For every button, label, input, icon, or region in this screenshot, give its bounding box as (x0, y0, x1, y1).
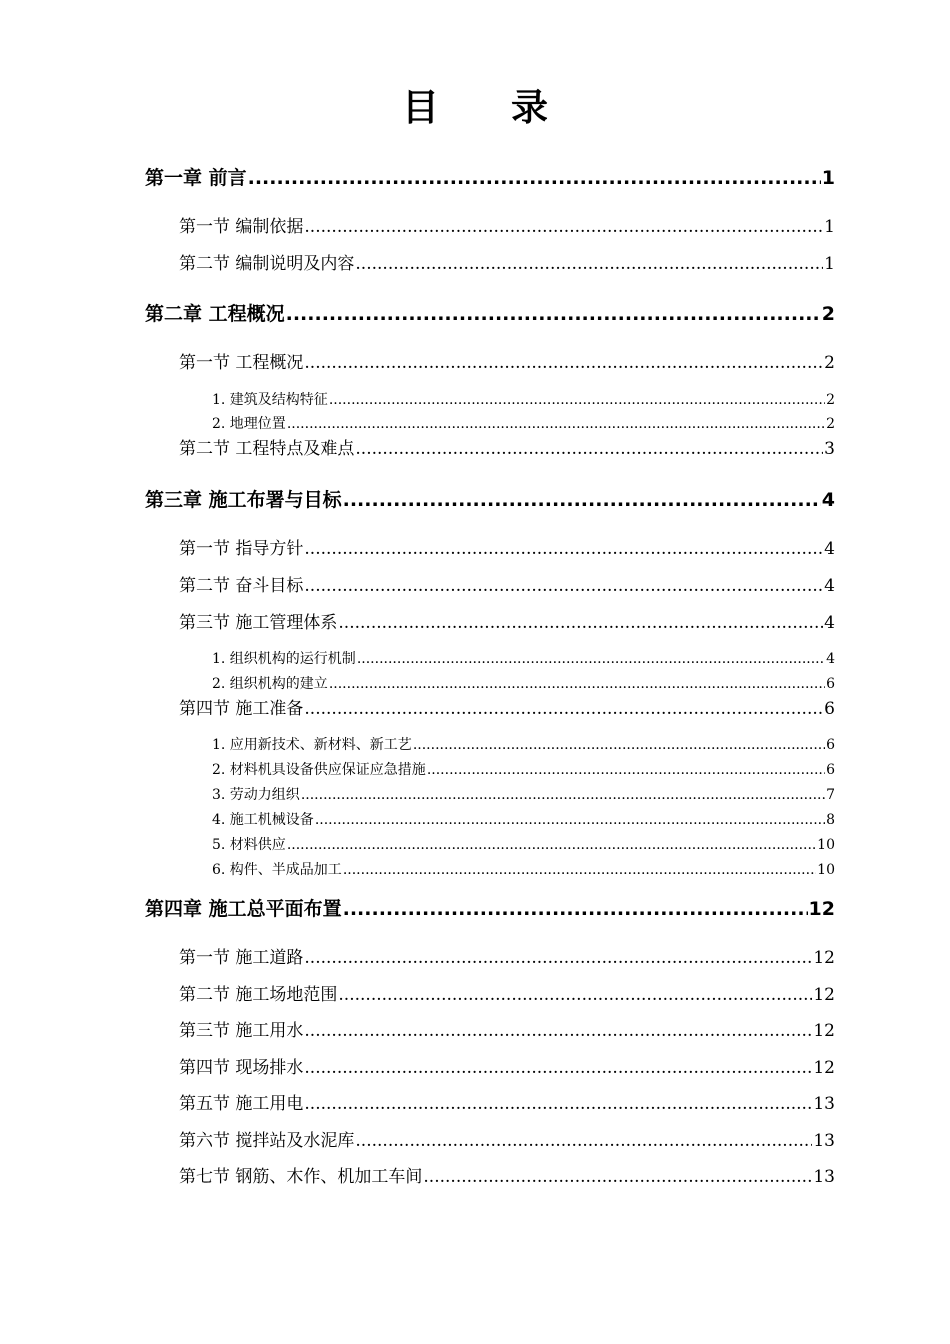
dot-leader (355, 1129, 812, 1153)
toc-entry-subsection[interactable] (212, 390, 835, 410)
toc-title (0, 84, 950, 132)
toc-entry-page: 8 (826, 812, 835, 828)
dot-leader (338, 611, 823, 635)
toc-entry-subsection[interactable] (212, 760, 835, 780)
toc-entry-label: 第三节 施工用水 (179, 1021, 304, 1041)
toc-entry-chapter-1[interactable] (145, 164, 835, 192)
dot-leader (357, 649, 825, 669)
dot-leader (343, 895, 808, 923)
toc-entry-section[interactable] (179, 983, 835, 1007)
dot-leader (248, 164, 821, 192)
toc-entry-label: 第一节 施工道路 (179, 948, 304, 968)
toc-entry-page: 4 (824, 539, 835, 559)
toc-entry-section[interactable] (179, 946, 835, 970)
toc-entry-page: 10 (817, 837, 835, 853)
toc-entry-page: 2 (821, 303, 835, 325)
toc-entry-label: 第二节 工程特点及难点 (179, 439, 355, 459)
toc-entry-label: 第一节 指导方针 (179, 539, 304, 559)
toc-entry-section[interactable] (179, 1056, 835, 1080)
toc-entry-label: 1. 建筑及结构特征 (212, 392, 328, 408)
toc-entry-page: 12 (813, 1058, 835, 1078)
toc-entry-page: 4 (824, 576, 835, 596)
toc-entry-section[interactable] (179, 611, 835, 635)
toc-entry-page: 2 (824, 353, 835, 373)
toc-entry-page: 7 (826, 787, 835, 803)
dot-leader (343, 860, 816, 880)
toc-entry-section[interactable] (179, 1165, 835, 1189)
toc-entry-page: 4 (821, 489, 835, 511)
toc-entry-subsection[interactable] (212, 860, 835, 880)
dot-leader (304, 1056, 812, 1080)
dot-leader (304, 697, 823, 721)
toc-entry-section[interactable] (179, 537, 835, 561)
toc-entry-page: 4 (824, 613, 835, 633)
dot-leader (304, 1092, 812, 1116)
toc-entry-label: 第四节 施工准备 (179, 699, 304, 719)
toc-entry-label: 6. 构件、半成品加工 (212, 862, 342, 878)
toc-entry-subsection[interactable] (212, 735, 835, 755)
toc-entry-page: 2 (826, 416, 835, 432)
toc-entry-page: 1 (824, 217, 835, 237)
dot-leader (343, 486, 821, 514)
toc-entry-label: 第二节 编制说明及内容 (179, 254, 355, 274)
toc-entry-section[interactable] (179, 574, 835, 598)
dot-leader (355, 252, 823, 276)
toc-entry-label: 第一节 编制依据 (179, 217, 304, 237)
toc-entry-page: 6 (826, 676, 835, 692)
toc-entry-label: 第四节 现场排水 (179, 1058, 304, 1078)
toc-entry-label: 1. 应用新技术、新材料、新工艺 (212, 737, 412, 753)
toc-entry-label: 2. 材料机具设备供应保证应急措施 (212, 762, 426, 778)
toc-entry-page: 12 (813, 985, 835, 1005)
toc-entry-page: 6 (824, 699, 835, 719)
toc-entry-section[interactable] (179, 1129, 835, 1153)
dot-leader (304, 574, 823, 598)
toc-entry-subsection[interactable] (212, 674, 835, 694)
toc-entry-label: 5. 材料供应 (212, 837, 286, 853)
toc-entry-label: 第一章 前言 (145, 167, 247, 189)
toc-entry-section[interactable] (179, 215, 835, 239)
toc-entry-label: 第二节 奋斗目标 (179, 576, 304, 596)
toc-entry-section[interactable] (179, 351, 835, 375)
dot-leader (304, 537, 823, 561)
toc-entry-page: 1 (821, 167, 835, 189)
toc-entry-page: 10 (817, 862, 835, 878)
toc-entry-page: 2 (826, 392, 835, 408)
toc-entry-label: 第六节 搅拌站及水泥库 (179, 1131, 355, 1151)
dot-leader (329, 390, 825, 410)
dot-leader (287, 414, 825, 434)
toc-entry-page: 13 (813, 1131, 835, 1151)
dot-leader (304, 1019, 812, 1043)
toc-entry-section[interactable] (179, 1092, 835, 1116)
toc-entry-label: 第四章 施工总平面布置 (145, 898, 342, 920)
toc-entry-page: 6 (826, 737, 835, 753)
toc-entry-label: 第五节 施工用电 (179, 1094, 304, 1114)
toc-entry-label: 2. 地理位置 (212, 416, 286, 432)
toc-entry-page: 4 (826, 651, 835, 667)
toc-entry-page: 6 (826, 762, 835, 778)
dot-leader (423, 1165, 812, 1189)
toc-entry-chapter-3[interactable] (145, 486, 835, 514)
dot-leader (286, 300, 821, 328)
toc-entry-section[interactable] (179, 252, 835, 276)
toc-entry-page: 13 (813, 1167, 835, 1187)
dot-leader (287, 835, 816, 855)
toc-entry-subsection[interactable] (212, 414, 835, 434)
dot-leader (329, 674, 825, 694)
toc-entry-chapter-4[interactable] (145, 895, 835, 923)
dot-leader (304, 215, 823, 239)
toc-entry-section[interactable] (179, 437, 835, 461)
toc-entry-page: 13 (813, 1094, 835, 1114)
toc-entry-page: 12 (808, 898, 835, 920)
toc-entry-label: 第七节 钢筋、木作、机加工车间 (179, 1167, 423, 1187)
toc-entry-label: 3. 劳动力组织 (212, 787, 300, 803)
toc-entry-label: 第三节 施工管理体系 (179, 613, 338, 633)
toc-entry-label: 第一节 工程概况 (179, 353, 304, 373)
toc-entry-page: 3 (824, 439, 835, 459)
dot-leader (338, 983, 812, 1007)
toc-entry-subsection[interactable] (212, 810, 835, 830)
dot-leader (413, 735, 825, 755)
dot-leader (315, 810, 825, 830)
toc-entry-label: 4. 施工机械设备 (212, 812, 314, 828)
toc-entry-page: 12 (813, 948, 835, 968)
dot-leader (301, 785, 825, 805)
toc-entry-page: 1 (824, 254, 835, 274)
toc-entry-label: 第二节 施工场地范围 (179, 985, 338, 1005)
dot-leader (304, 351, 823, 375)
toc-title-right: 录 (511, 86, 548, 129)
toc-entry-chapter-2[interactable] (145, 300, 835, 328)
toc-entry-label: 2. 组织机构的建立 (212, 676, 328, 692)
dot-leader (304, 946, 812, 970)
toc-entry-label: 1. 组织机构的运行机制 (212, 651, 356, 667)
toc-entry-subsection[interactable] (212, 785, 835, 805)
toc-entry-section[interactable] (179, 697, 835, 721)
toc-entry-label: 第三章 施工布署与目标 (145, 489, 342, 511)
toc-entry-section[interactable] (179, 1019, 835, 1043)
toc-entry-subsection[interactable] (212, 835, 835, 855)
toc-entry-subsection[interactable] (212, 649, 835, 669)
dot-leader (427, 760, 825, 780)
toc-entry-page: 12 (813, 1021, 835, 1041)
dot-leader (355, 437, 823, 461)
toc-title-left: 目 (402, 86, 439, 129)
toc-entry-label: 第二章 工程概况 (145, 303, 285, 325)
